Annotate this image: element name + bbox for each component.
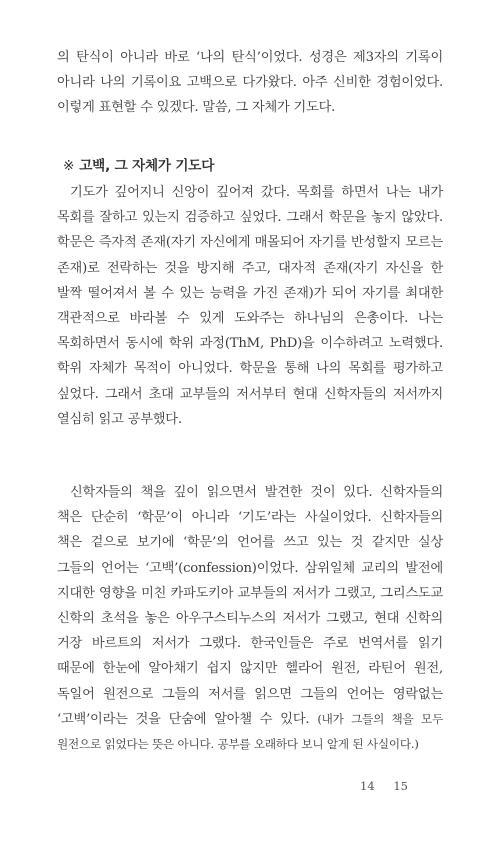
paragraph-intro-text: 의 탄식이 아니라 바로 ‘나의 탄식’이었다. 성경은 제3자의 기록이 아니라 나의 기록이요 고백으로 다가왔다. 아주 신비한 경험이었다. 이렇게 표현할 수 있겠다. 말씀, 그 자체가 기도다. bbox=[57, 50, 443, 116]
paragraph-theologians-note: (내가 그들의 책을 모두 원전으로 읽었다는 뜻은 아니다. 공부를 오래하다 보니 알게 된 사실이다.) bbox=[57, 711, 444, 752]
reference-mark-icon: ※ bbox=[63, 158, 75, 174]
paragraph-prayer-study bbox=[57, 180, 443, 432]
paragraph-intro bbox=[57, 45, 443, 121]
section-heading bbox=[63, 154, 214, 174]
page-number-left: 14 bbox=[360, 779, 375, 793]
page-numbers bbox=[360, 779, 408, 793]
section-title: 고백, 그 자체가 기도다 bbox=[79, 158, 215, 174]
paragraph-theologians-text: 신학자들의 책을 깊이 읽으면서 발견한 것이 있다. 신학자들의 책은 단순히 ‘학문’이 아니라 ‘기도’라는 사실이었다. 신학자들의 책은 겉으로 보기에 ‘학문’의 언어를 쓰고 있는 것 같지만 실상 그들의 언어는 ‘고백’(confession)이었다. 삼위일체 교리의 발전에 지대한 영향을 미친 카파도키아 교부들의 저서가 그랬고, 그리스도교 신학의 초석을 놓은 아우구스티누스의 저서가 그랬고, 현대 신학의 거장 바르트의 저서가 그랬다. 한국인들은 주로 번역서를 읽기 때문에 한눈에 알아채기 쉽지 않지만 헬라어 원전, 라틴어 원전, 독일어 원전으로 그들의 저서를 읽으면 그들의 언어는 영락없는 ‘고백’이라는 것을 단숨에 알아챌 수 있다. bbox=[57, 485, 443, 727]
page-number-right: 15 bbox=[393, 779, 408, 793]
paragraph-theologians bbox=[57, 480, 443, 757]
paragraph-prayer-study-text: 기도가 깊어지니 신앙이 깊어져 갔다. 목회를 하면서 나는 내가 목회를 잘하고 있는지 검증하고 싶었다. 그래서 학문을 놓지 않았다. 학문은 즉자적 존재(자기 자신에게 매몰되어 자기를 반성할지 모르는 존재)로 전락하는 것을 방지해 주고, 대자적 존재(자기 자신을 한 발짝 떨어져서 볼 수 있는 능력을 가진 존재)가 되어 자기를 최대한 객관적으로 바라볼 수 있게 도와주는 하나님의 은총이다. 나는 목회하면서 동시에 학위 과정(ThM, PhD)을 이수하려고 노력했다. 학위 자체가 목적이 아니었다. 학문을 통해 나의 목회를 평가하고 싶었다. 그래서 초대 교부들의 저서부터 현대 신학자들의 저서까지 열심히 읽고 공부했다. bbox=[57, 185, 443, 427]
